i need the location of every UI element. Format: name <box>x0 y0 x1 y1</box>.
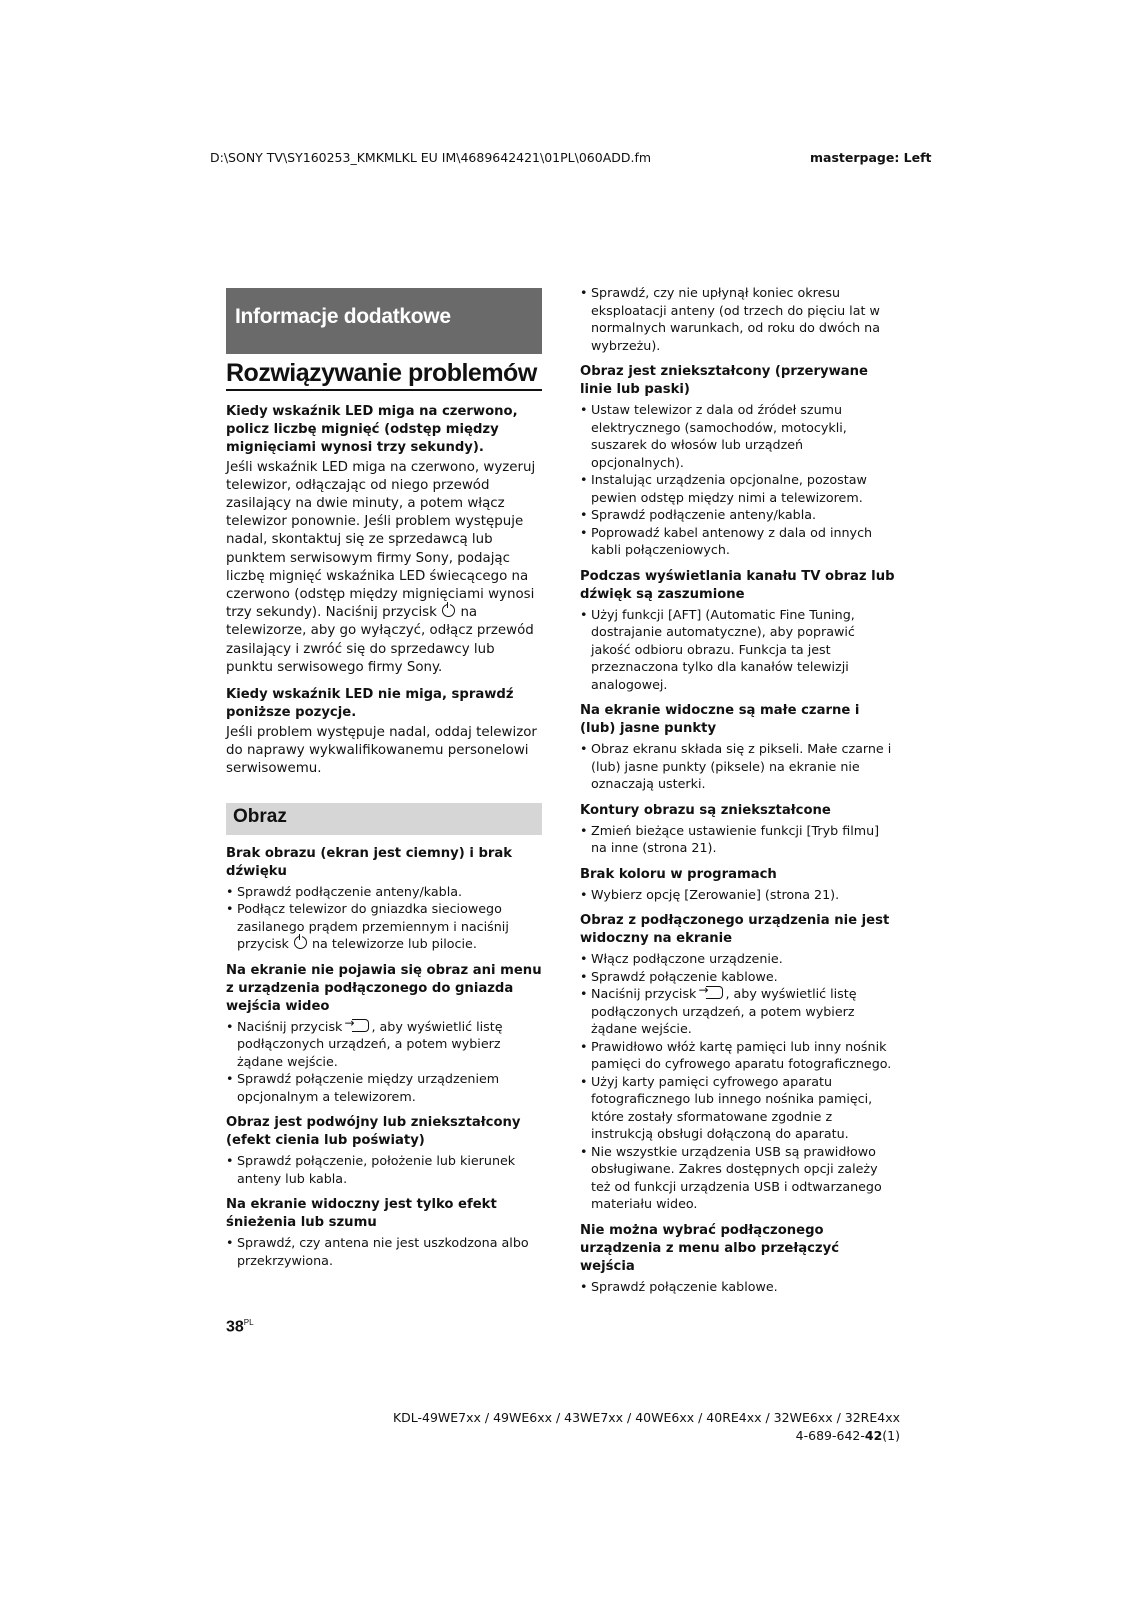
list-item: • Instalując urządzenia opcjonalne, pozostaw pewien odstęp między nimi a telewizorem. <box>580 471 896 506</box>
select-device-list <box>580 1278 896 1296</box>
double-image-heading: Obraz jest podwójny lub zniekształcony (efekt cienia lub poświaty) <box>226 1115 521 1149</box>
obraz-section-title: Obraz <box>226 803 542 835</box>
contours-list <box>580 822 896 857</box>
list-item: • Podłącz telewizor do gniazdka sieciowego zasilanego prądem przemiennym i naciśnij przycisk na telewizorze lub pilocie. <box>226 900 542 953</box>
left-column <box>226 288 542 1269</box>
power-icon <box>294 936 307 949</box>
noise-list <box>580 606 896 694</box>
list-item: • Obraz ekranu składa się z pikseli. Małe czarne i (lub) jasne punkty (piksele) na ekranie nie oznaczają usterki. <box>580 740 896 793</box>
color-heading: Brak koloru w programach <box>580 866 777 882</box>
list-item: • Zmień bieżące ustawienie funkcji [Tryb filmu] na inne (strona 21). <box>580 822 896 857</box>
list-item: • Sprawdź połączenie kablowe. <box>580 968 896 986</box>
no-menu-list <box>226 1018 542 1106</box>
double-image-list <box>226 1152 542 1187</box>
device-list <box>580 950 896 1213</box>
noise-heading: Podczas wyświetlania kanału TV obraz lub dźwięk są zaszumione <box>580 568 895 602</box>
list-item: • Sprawdź podłączenie anteny/kabla. <box>580 506 896 524</box>
select-device-heading: Nie można wybrać podłączonego urządzenia z menu albo przełączyć wejścia <box>580 1222 840 1274</box>
snow-heading: Na ekranie widoczny jest tylko efekt śnieżenia lub szumu <box>226 1197 497 1231</box>
contours-heading: Kontury obrazu są zniekształcone <box>580 802 831 818</box>
list-item: • Sprawdź podłączenie anteny/kabla. <box>226 883 542 901</box>
led-blink-body: Jeśli wskaźnik LED miga na czerwono, wyzeruj telewizor, odłączając od niego przewód zasilający na dwie minuty, a potem włącz telewizor ponownie. Jeśli problem występuje nadal, skontaktuj się ze sprzedawcą lub punktem serwisowym firmy Sony, podając liczbę mignięć wskaźnika LED świecącego na czerwono (odstęp między mignięciami wynosi trzy sekundy). Naciśnij przycisk na telewizorze, aby go wyłączyć, odłącz przewód zasilający i zwróć się do sprzedawcy lub punktu serwisowego firmy Sony. <box>226 459 536 675</box>
snow-list <box>226 1234 542 1269</box>
input-select-icon <box>706 986 723 999</box>
list-item: • Ustaw telewizor z dala od źródeł szumu elektrycznego (samochodów, motocykli, suszarek do włosów lub urządzeń opcjonalnych). <box>580 401 896 471</box>
header-file-path: D:\SONY TV\SY160253_KMKMLKL EU IM\4689642421\01PL\060ADD.fm <box>210 150 652 165</box>
color-list <box>580 886 896 904</box>
antenna-life-list <box>580 284 896 354</box>
right-column <box>580 284 896 1295</box>
list-item: • Sprawdź połączenie, położenie lub kierunek anteny lub kabla. <box>226 1152 542 1187</box>
dots-heading: Na ekranie widoczne są małe czarne i (lub) jasne punkty <box>580 703 860 736</box>
list-item: • Wybierz opcję [Zerowanie] (strona 21). <box>580 886 896 904</box>
led-no-blink-heading: Kiedy wskaźnik LED nie miga, sprawdź poniższe pozycje. <box>226 686 514 720</box>
distorted-list <box>580 401 896 559</box>
no-menu-heading: Na ekranie nie pojawia się obraz ani menu z urządzenia podłączonego do gniazda wejścia wideo <box>226 962 542 1014</box>
list-item: • Naciśnij przycisk → , aby wyświetlić listę podłączonych urządzeń, a potem wybierz żądane wejście. <box>226 1018 542 1071</box>
no-picture-heading: Brak obrazu (ekran jest ciemny) i brak dźwięku <box>226 845 513 879</box>
list-item: • Prawidłowo włóż kartę pamięci lub inny nośnik pamięci do cyfrowego aparatu fotograficznego. <box>580 1038 896 1073</box>
footer-models: KDL-49WE7xx / 49WE6xx / 43WE7xx / 40WE6xx / 40RE4xx / 32WE6xx / 32RE4xx <box>392 1410 900 1425</box>
list-item: • Sprawdź, czy nie upłynął koniec okresu eksploatacji anteny (od trzech do pięciu lat w normalnych warunkach, od roku do dwóch na wybrzeżu). <box>580 284 896 354</box>
list-item: • Nie wszystkie urządzenia USB są prawidłowo obsługiwane. Zakres dostępnych opcji zależy też od funkcji urządzenia USB i odtwarzanego materiału wideo. <box>580 1143 896 1213</box>
no-picture-list <box>226 883 542 953</box>
page-number: $38^{PL}$ <box>226 1318 254 1336</box>
page-title: Rozwiązywanie problemów <box>226 365 542 391</box>
list-item: • Sprawdź połączenie między urządzeniem opcjonalnym a telewizorem. <box>226 1070 542 1105</box>
section-title: Informacje dodatkowe <box>226 288 542 354</box>
list-item: • Naciśnij przycisk → , aby wyświetlić listę podłączonych urządzeń, a potem wybierz żądane wejście. <box>580 985 896 1038</box>
page-language-suffix: PL <box>243 1318 254 1327</box>
device-heading: Obraz z podłączonego urządzenia nie jest widoczny na ekranie <box>580 913 890 946</box>
led-blink-heading: Kiedy wskaźnik LED miga na czerwono, policz liczbę mignięć (odstęp między mignięciami wynosi trzy sekundy). <box>226 403 518 455</box>
distorted-heading: Obraz jest zniekształcony (przerywane linie lub paski) <box>580 364 869 397</box>
list-item: • Sprawdź połączenie kablowe. <box>580 1278 896 1296</box>
power-icon <box>442 604 455 617</box>
led-no-blink-body: Jeśli problem występuje nadal, oddaj telewizor do naprawy wykwalifikowanemu personelowi serwisowemu. <box>226 724 537 777</box>
footer-code: 4-689-642-42(1) <box>795 1428 900 1443</box>
list-item: • Poprowadź kabel antenowy z dala od innych kabli połączeniowych. <box>580 524 896 559</box>
list-item: • Włącz podłączone urządzenie. <box>580 950 896 968</box>
input-select-icon <box>352 1019 369 1032</box>
dots-list <box>580 740 896 793</box>
list-item: • Sprawdź, czy antena nie jest uszkodzona albo przekrzywiona. <box>226 1234 542 1269</box>
list-item: • Użyj karty pamięci cyfrowego aparatu fotograficznego lub innego nośnika pamięci, które zostały sformatowane zgodnie z instrukcją obsługi dołączoną do aparatu. <box>580 1073 896 1143</box>
list-item: • Użyj funkcji [AFT] (Automatic Fine Tuning, dostrajanie automatyczne), aby poprawić jakość odbioru obrazu. Funkcja ta jest przeznaczona tylko dla kanałów telewizji analogowej. <box>580 606 896 694</box>
header-masterpage: masterpage: Left <box>810 150 932 165</box>
